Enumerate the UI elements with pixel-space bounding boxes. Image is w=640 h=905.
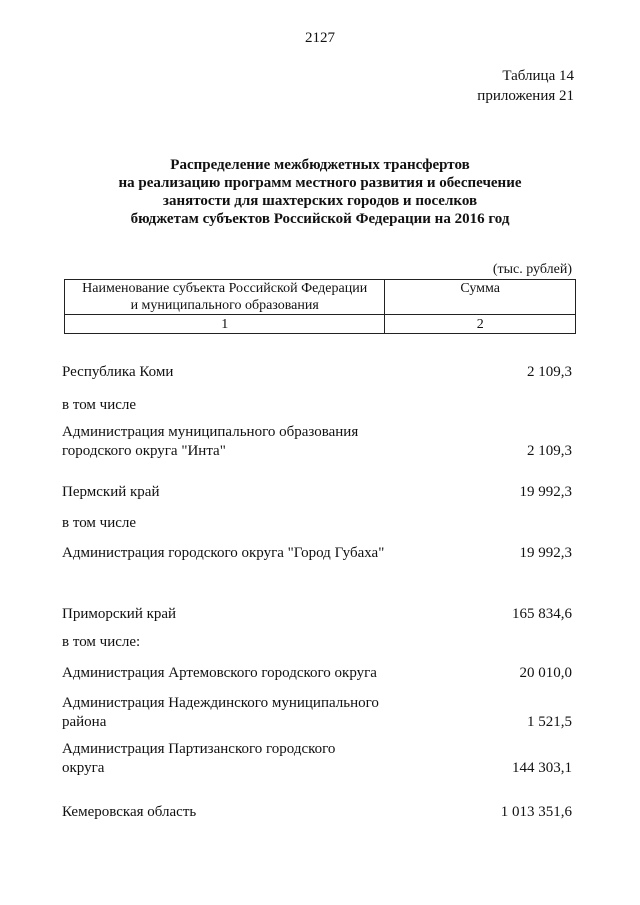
row-name: в том числе <box>62 515 137 531</box>
table-row <box>62 633 572 652</box>
table-row <box>62 544 572 563</box>
row-name: Администрация Артемовского городского округа <box>62 665 377 681</box>
table-row <box>62 363 572 382</box>
title-line4: бюджетам субъектов Российской Федерации на 2016 год <box>130 211 510 227</box>
row-amount: 165 834,6 <box>512 606 572 622</box>
document-title <box>60 156 580 228</box>
table-row <box>62 483 572 502</box>
row-name: Кемеровская область <box>62 804 197 820</box>
column-header-amount: Сумма <box>385 280 576 315</box>
table-header <box>64 279 576 334</box>
table-row <box>62 423 572 461</box>
table-reference-line1: Таблица 14 <box>502 68 574 84</box>
row-name: Администрация муниципального образования городского округа "Инта" <box>62 424 359 459</box>
row-amount: 2 109,3 <box>527 364 572 380</box>
row-amount: 19 992,3 <box>519 484 572 500</box>
column-number-1: 1 <box>65 315 385 334</box>
column-header-name <box>65 280 385 315</box>
row-amount: 20 010,0 <box>519 665 572 681</box>
row-amount: 1 013 351,6 <box>500 804 572 820</box>
row-name: Администрация Партизанского городского округа <box>62 741 336 776</box>
row-amount: 144 303,1 <box>512 760 572 776</box>
column-header-name-line2: и муниципального образования <box>130 298 319 313</box>
row-amount: 2 109,3 <box>527 443 572 459</box>
table-reference <box>477 66 574 106</box>
table-reference-line2: приложения 21 <box>477 88 574 104</box>
table-row <box>62 694 572 732</box>
row-name: в том числе <box>62 397 137 413</box>
title-line3: занятости для шахтерских городов и поселков <box>162 193 478 209</box>
row-name: Администрация Надеждинского муниципального района <box>62 695 379 730</box>
title-line2: на реализацию программ местного развития и обеспечение <box>118 175 522 191</box>
row-amount: 19 992,3 <box>519 545 572 561</box>
units-label: (тыс. рублей) <box>492 262 572 277</box>
row-name: Пермский край <box>62 484 160 500</box>
table-row <box>62 605 572 624</box>
table-row <box>62 664 572 683</box>
table-row <box>62 396 572 415</box>
table-row <box>62 514 572 533</box>
row-name: в том числе: <box>62 634 141 650</box>
column-header-name-line1: Наименование субъекта Российской Федерации <box>82 281 368 296</box>
title-line1: Распределение межбюджетных трансфертов <box>170 157 470 173</box>
row-name: Республика Коми <box>62 364 174 380</box>
table-row <box>62 803 572 822</box>
column-number-2: 2 <box>385 315 576 334</box>
row-amount: 1 521,5 <box>527 714 572 730</box>
page-number: 2127 <box>305 30 335 46</box>
row-name: Приморский край <box>62 606 177 622</box>
table-row <box>62 740 572 778</box>
row-name: Администрация городского округа "Город Губаха" <box>62 545 385 561</box>
